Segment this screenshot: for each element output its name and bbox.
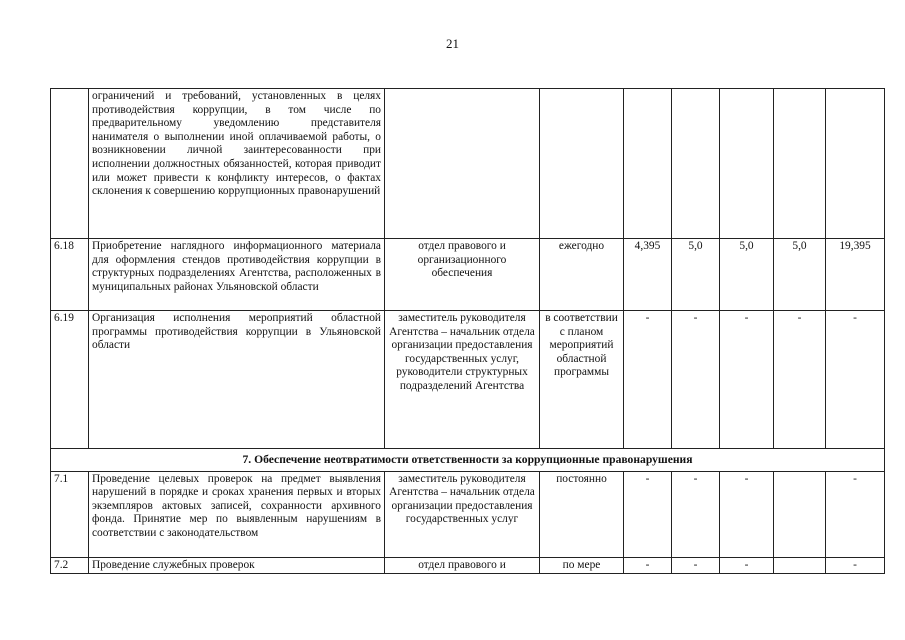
value-year-2: - (672, 557, 720, 574)
value-year-3: - (720, 471, 774, 557)
measure-description: Проведение целевых проверок на предмет выявления нарушений в порядке и сроках хранения первых и вторых экземпляров актовых записей, сохранности архивного фонда. Принятие мер по выявленным нарушениям в соответствии с законодательством (89, 471, 385, 557)
table-row (51, 557, 885, 574)
responsible-cell: отдел правового и организационного обеспечения (385, 239, 540, 311)
section-heading-row (51, 449, 885, 472)
value-year-1: - (624, 557, 672, 574)
measure-description: ограничений и требований, установленных в целях противодействия коррупции, в том числе по предварительному уведомлению представителя нанимателя о выполнении иной оплачиваемой работы, о возникновении личной заинтересованности при исполнении должностных обязанностей, которая приводит или может привести к конфликту интересов, о фактах склонения к совершению коррупционных правонарушений (89, 89, 385, 239)
page-number: 21 (446, 36, 459, 51)
value-year-2: - (672, 471, 720, 557)
measures-table (50, 88, 885, 574)
term-cell: ежегодно (540, 239, 624, 311)
measure-description: Организация исполнения мероприятий областной программы противодействия коррупции в Ульяновской области (89, 311, 385, 449)
table-row (51, 311, 885, 449)
value-total (826, 89, 885, 239)
value-year-1: 4,395 (624, 239, 672, 311)
section-heading: 7. Обеспечение неотвратимости ответственности за коррупционные правонарушения (51, 449, 885, 472)
value-year-4 (774, 557, 826, 574)
row-number: 6.19 (51, 311, 89, 449)
value-year-2: 5,0 (672, 239, 720, 311)
value-year-2: - (672, 311, 720, 449)
responsible-cell (385, 89, 540, 239)
row-number: 6.18 (51, 239, 89, 311)
value-year-3: - (720, 557, 774, 574)
value-year-1 (624, 89, 672, 239)
value-total: - (826, 557, 885, 574)
term-cell: в соответствии с планом мероприятий областной программы (540, 311, 624, 449)
value-total: - (826, 471, 885, 557)
row-number: 7.1 (51, 471, 89, 557)
responsible-cell: заместитель руководителя Агентства – начальник отдела организации предоставления государственных услуг (385, 471, 540, 557)
table-row (51, 239, 885, 311)
value-year-3: 5,0 (720, 239, 774, 311)
value-year-3: - (720, 311, 774, 449)
value-year-4 (774, 471, 826, 557)
measure-description: Проведение служебных проверок (89, 557, 385, 574)
value-year-2 (672, 89, 720, 239)
table-row (51, 89, 885, 239)
value-year-1: - (624, 311, 672, 449)
table-row (51, 471, 885, 557)
term-cell: по мере (540, 557, 624, 574)
term-cell (540, 89, 624, 239)
responsible-cell: заместитель руководителя Агентства – начальник отдела организации предоставления государственных услуг, руководители структурных подразделений Агентства (385, 311, 540, 449)
row-number: 7.2 (51, 557, 89, 574)
row-number (51, 89, 89, 239)
value-year-4: 5,0 (774, 239, 826, 311)
value-year-4: - (774, 311, 826, 449)
term-cell: постоянно (540, 471, 624, 557)
value-total: 19,395 (826, 239, 885, 311)
value-total: - (826, 311, 885, 449)
value-year-1: - (624, 471, 672, 557)
measure-description: Приобретение наглядного информационного материала для оформления стендов противодействия коррупции в структурных подразделениях Агентства, расположенных в муниципальных районах Ульяновской области (89, 239, 385, 311)
value-year-3 (720, 89, 774, 239)
value-year-4 (774, 89, 826, 239)
responsible-cell: отдел правового и (385, 557, 540, 574)
